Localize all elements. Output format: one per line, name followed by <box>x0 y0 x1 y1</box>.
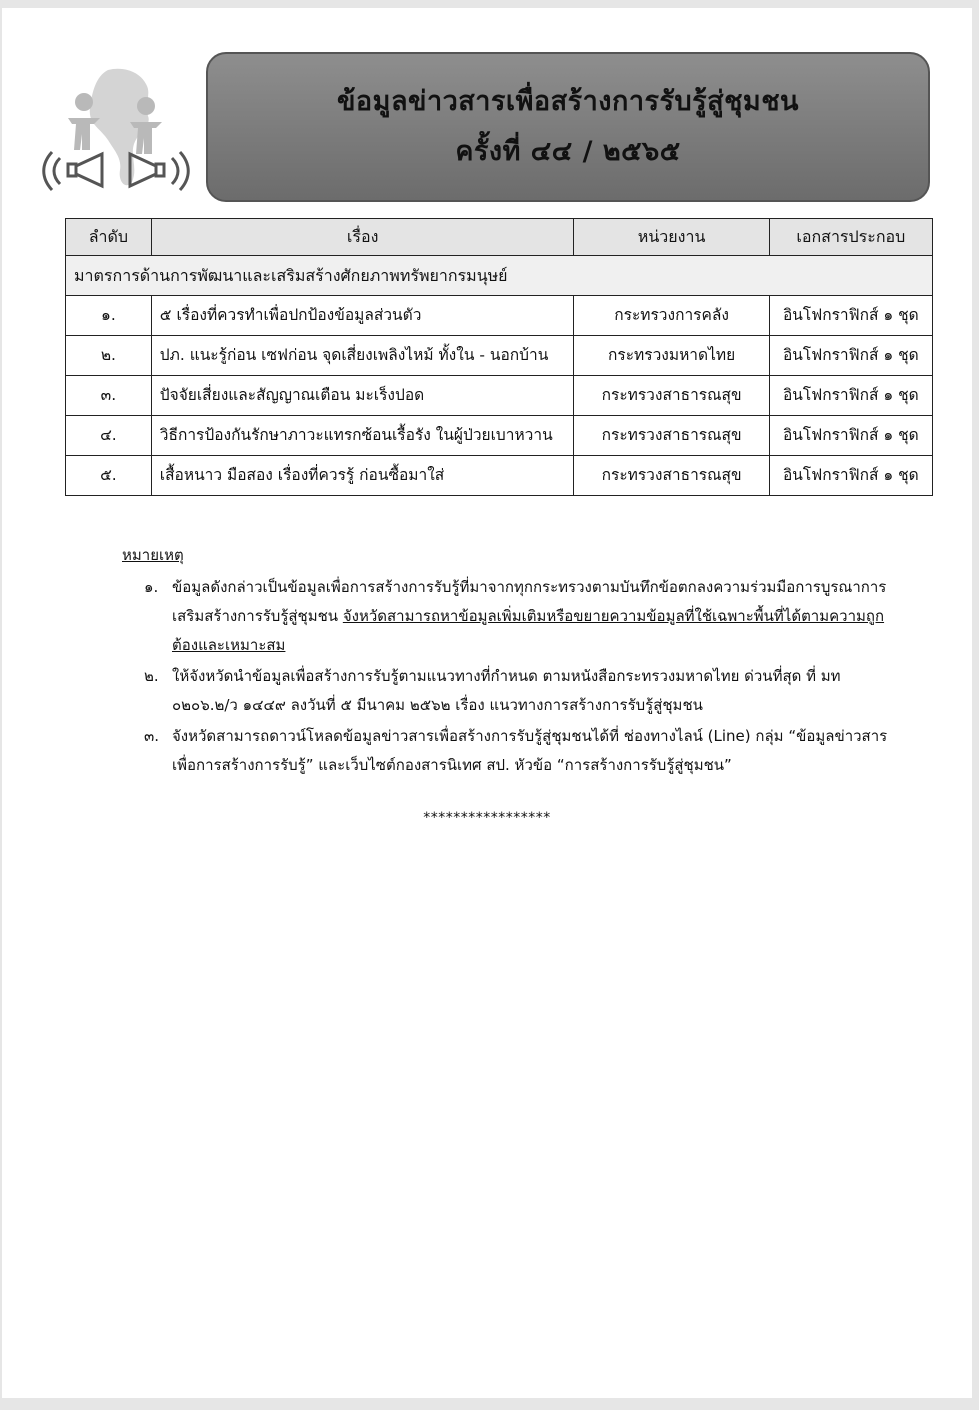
row-attachment: อินโฟกราฟิกส์ ๑ ชุด <box>769 296 932 336</box>
note-underlined-text: จังหวัดสามารถหาข้อมูลเพิ่มเติมหรือขยายความข้อมูลที่ใช้เฉพาะพื้นที่ได้ตามความถูกต้องและเหมาะสม <box>172 607 885 654</box>
table-row <box>66 336 933 376</box>
table-header-row <box>66 219 933 256</box>
megaphone-left-icon <box>44 152 102 190</box>
info-table <box>65 218 933 496</box>
page-title: ข้อมูลข่าวสารเพื่อสร้างการรับรู้สู่ชุมชน <box>336 86 800 117</box>
end-divider: ***************** <box>423 810 551 826</box>
table-row <box>66 456 933 496</box>
table-row <box>66 416 933 456</box>
row-agency: กระทรวงสาธารณสุข <box>574 456 769 496</box>
note-number: ๒. <box>144 667 159 685</box>
header-topic: เรื่อง <box>151 219 574 256</box>
header-agency: หน่วยงาน <box>574 219 769 256</box>
table-row <box>66 296 933 336</box>
note-item <box>122 573 902 660</box>
row-title: เสื้อหนาว มือสอง เรื่องที่ควรรู้ ก่อนซื้อมาใส่ <box>151 456 574 496</box>
row-number: ๕. <box>66 456 152 496</box>
note-number: ๑. <box>144 578 159 596</box>
community-megaphone-logo <box>38 64 194 214</box>
row-number: ๑. <box>66 296 152 336</box>
row-agency: กระทรวงการคลัง <box>574 296 769 336</box>
row-title: ๕ เรื่องที่ควรทำเพื่อปกป้องข้อมูลส่วนตัว <box>151 296 574 336</box>
notes-title: หมายเหตุ <box>122 546 184 564</box>
title-banner <box>206 52 930 202</box>
note-item <box>122 722 902 780</box>
table-row <box>66 376 933 416</box>
note-item <box>122 662 902 720</box>
row-attachment: อินโฟกราฟิกส์ ๑ ชุด <box>769 336 932 376</box>
row-attachment: อินโฟกราฟิกส์ ๑ ชุด <box>769 456 932 496</box>
header-order: ลำดับ <box>66 219 152 256</box>
row-title: ปภ. แนะรู้ก่อน เซฟก่อน จุดเสี่ยงเพลิงไหม้ ทั้งใน - นอกบ้าน <box>151 336 574 376</box>
row-agency: กระทรวงสาธารณสุข <box>574 416 769 456</box>
row-attachment: อินโฟกราฟิกส์ ๑ ชุด <box>769 416 932 456</box>
row-number: ๔. <box>66 416 152 456</box>
header-attachment: เอกสารประกอบ <box>769 219 932 256</box>
megaphone-right-icon <box>130 152 188 190</box>
row-number: ๒. <box>66 336 152 376</box>
note-text: จังหวัดสามารถดาวน์โหลดข้อมูลข่าวสารเพื่อสร้างการรับรู้สู่ชุมชนได้ที่ ช่องทางไลน์ (Line) กลุ่ม “ข้อมูลข่าวสารเพื่อการสร้างการรับรู้” และเว็บไซต์กองสารนิเทศ สป. หัวข้อ “การสร้างการรับรู้สู่ชุมชน” <box>172 727 888 774</box>
section-row <box>66 256 933 296</box>
row-title: วิธีการป้องกันรักษาภาวะแทรกซ้อนเรื้อรัง ในผู้ป่วยเบาหวาน <box>151 416 574 456</box>
note-text: ข้อมูลดังกล่าวเป็นข้อมูลเพื่อการสร้างการรับรู้ที่มาจากทุกกระทรวงตามบันทึกข้อตกลงความร่วมมือการบูรณาการเสริมสร้างการรับรู้สู่ชุมชน <box>172 578 887 625</box>
document-page <box>2 8 972 1398</box>
section-title: มาตรการด้านการพัฒนาและเสริมสร้างศักยภาพทรัพยากรมนุษย์ <box>66 256 933 296</box>
note-text: ให้จังหวัดนำข้อมูลเพื่อสร้างการรับรู้ตามแนวทางที่กำหนด ตามหนังสือกระทรวงมหาดไทย ด่วนที่สุด ที่ มท ๐๒๐๖.๒/ว ๑๔๔๙ ลงวันที่ ๕ มีนาคม ๒๕๖๒ เรื่อง แนวทางการสร้างการรับรู้สู่ชุมชน <box>172 667 841 714</box>
notes-section <box>122 543 902 782</box>
row-agency: กระทรวงมหาดไทย <box>574 336 769 376</box>
row-title: ปัจจัยเสี่ยงและสัญญาณเตือน มะเร็งปอด <box>151 376 574 416</box>
note-number: ๓. <box>144 727 160 745</box>
row-number: ๓. <box>66 376 152 416</box>
row-attachment: อินโฟกราฟิกส์ ๑ ชุด <box>769 376 932 416</box>
issue-number: ครั้งที่ ๔๔ / ๒๕๖๕ <box>455 136 681 167</box>
row-agency: กระทรวงสาธารณสุข <box>574 376 769 416</box>
